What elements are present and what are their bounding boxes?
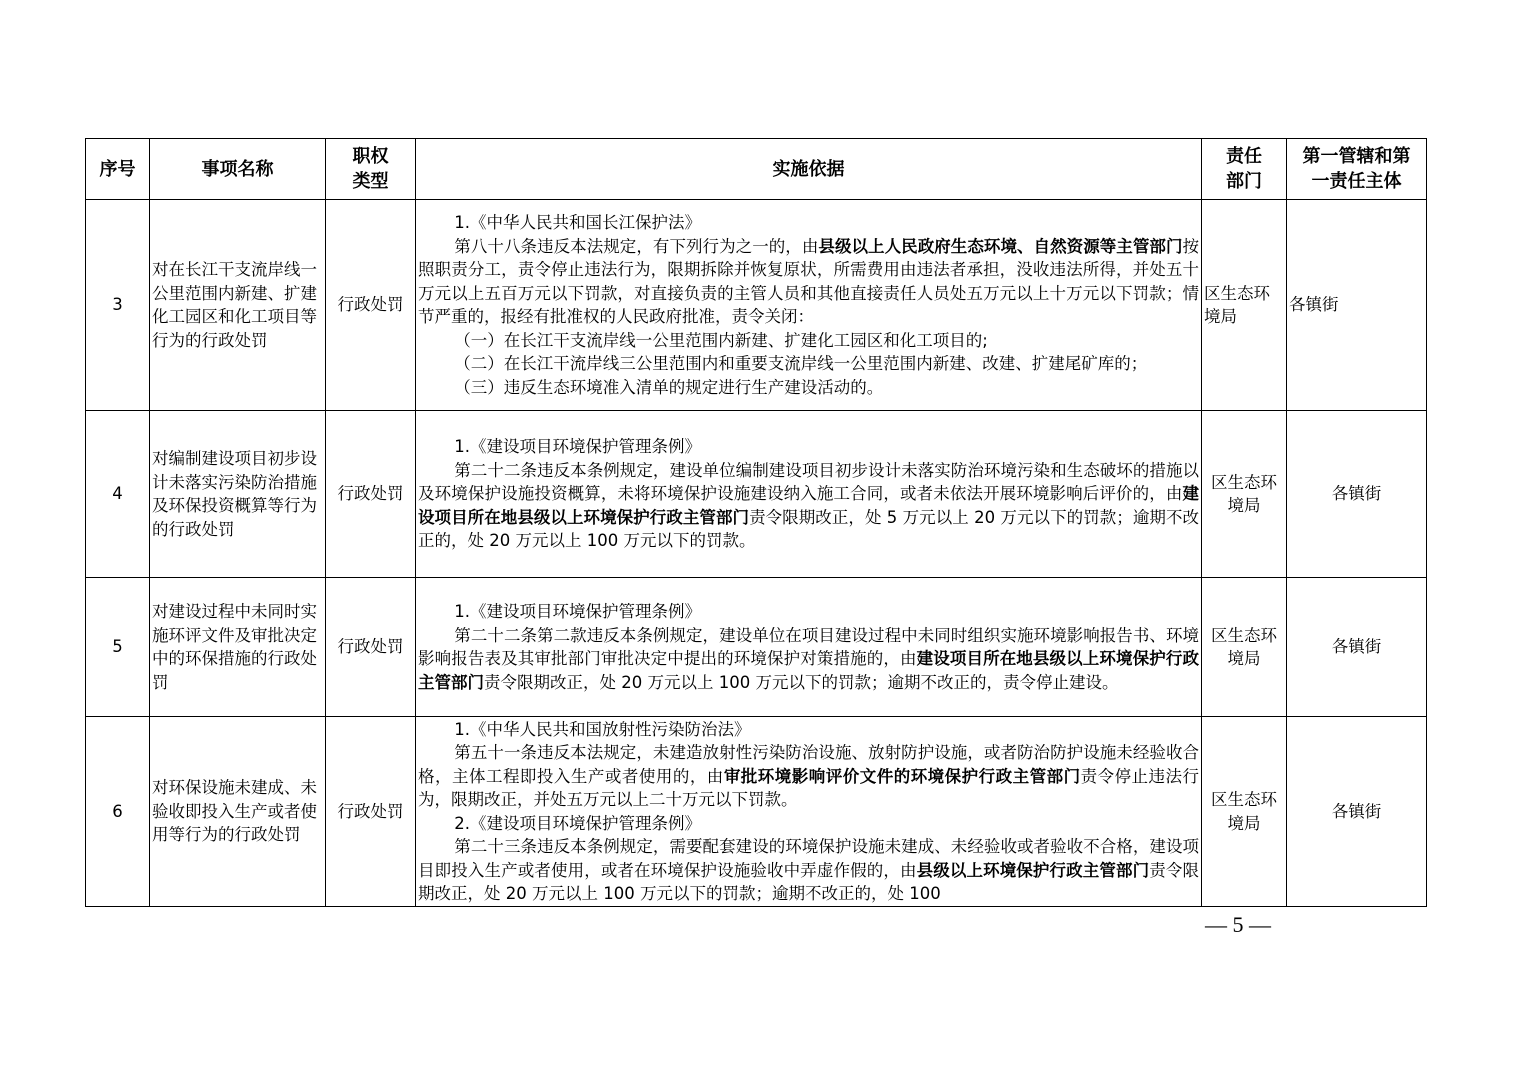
header-subject: 第一管辖和第一责任主体 — [1287, 139, 1427, 200]
legal-basis-paragraph — [418, 624, 1199, 695]
legal-basis-text: 第二十三条违反本条例规定，需要配套建设的环境保护设施未建成、未经验收或者验收不合格，建设项目即投入生产或者使用，或者在环境保护设施验收中弄虚作假的，由 — [418, 837, 1199, 880]
header-name: 事项名称 — [150, 139, 326, 200]
legal-basis-text: 第五十一条违反本法规定，未建造放射性污染防治设施、放射防护设施，或者防治防护设施未经验收合格，主体工程即投入生产或者使用的，由 — [418, 743, 1199, 786]
responsible-dept-cell: 区生态环境局 — [1202, 578, 1287, 717]
legal-basis-text: 第二十二条第二款违反本条例规定，建设单位在项目建设过程中未同时组织实施环境影响报告书、环境影响报告表及其审批部门审批决定中提出的环境保护对策措施的，由 — [418, 625, 1199, 668]
item-name-cell: 对环保设施未建成、未验收即投入生产或者使用等行为的行政处罚 — [150, 717, 326, 907]
legal-basis-text: 第二十二条违反本条例规定，建设单位编制建设项目初步设计未落实防治环境污染和生态破坏的措施以及环境保护设施投资概算，未将环境保护设施建设纳入施工合同，或者未依法开展环境影响后评价的，由 — [418, 460, 1199, 504]
legal-basis-text: 第八十八条违反本法规定，有下列行为之一的，由 — [454, 236, 819, 256]
legal-basis-text: （一）在长江干支流岸线一公里范围内新建、扩建化工园区和化工项目的; — [454, 330, 988, 350]
authority-table — [85, 138, 1427, 907]
legal-basis-text: 责令限期改正，处 20 万元以上 100 万元以下的罚款；逾期不改正的，责令停止建设。 — [484, 672, 1119, 692]
table-row — [86, 411, 1427, 578]
table-row — [86, 200, 1427, 411]
first-responsible-subject-cell: 各镇街 — [1287, 578, 1427, 717]
responsible-dept-cell: 区生态环境局 — [1202, 411, 1287, 578]
legal-basis-paragraph — [418, 600, 1199, 624]
responsible-dept-cell: 区生态环境局 — [1202, 200, 1287, 411]
legal-basis-cell — [416, 578, 1202, 717]
legal-basis-paragraph — [418, 435, 1199, 459]
legal-basis-bold-text: 县级以上环境保护行政主管部门 — [916, 860, 1150, 880]
legal-basis-text: 2.《建设项目环境保护管理条例》 — [454, 813, 702, 833]
legal-basis-text: （三）违反生态环境准入清单的规定进行生产建设活动的。 — [454, 377, 884, 397]
legal-basis-text: （二）在长江干流岸线三公里范围内和重要支流岸线一公里范围内新建、改建、扩建尾矿库的； — [454, 354, 1148, 373]
legal-basis-text: 1.《中华人民共和国长江保护法》 — [454, 213, 702, 232]
legal-basis-cell — [416, 200, 1202, 411]
header-type: 职权类型 — [326, 139, 416, 200]
legal-basis-paragraph — [418, 376, 1199, 400]
legal-basis-text: 责令限期改正，处 20 万元以上 100 万元以下的罚款；逾期不改正的，处 100 — [418, 860, 1200, 903]
table-row — [86, 578, 1427, 717]
legal-basis-cell — [416, 717, 1202, 907]
item-name-cell: 对建设过程中未同时实施环评文件及审批决定中的环保措施的行政处罚 — [150, 578, 326, 717]
authority-type-cell: 行政处罚 — [326, 717, 416, 907]
legal-basis-bold-text: 审批环境影响评价文件的环境保护行政主管部门 — [723, 766, 1081, 786]
legal-basis-text: 责令停止违法行为，限期改正，并处五万元以上二十万元以下罚款。 — [418, 766, 1200, 809]
legal-basis-paragraph — [418, 812, 1199, 836]
legal-basis-text: 1.《建设项目环境保护管理条例》 — [454, 437, 702, 457]
table-header-row — [86, 139, 1427, 200]
row-number-cell: 4 — [86, 411, 150, 578]
header-dept: 责任部门 — [1202, 139, 1287, 200]
row-number-cell: 6 — [86, 717, 150, 907]
responsible-dept-cell: 区生态环境局 — [1202, 717, 1287, 907]
first-responsible-subject-cell: 各镇街 — [1287, 717, 1427, 907]
legal-basis-paragraph — [418, 835, 1199, 906]
item-name-cell: 对在长江干支流岸线一公里范围内新建、扩建化工园区和化工项目等行为的行政处罚 — [150, 200, 326, 411]
legal-basis-text: 1.《中华人民共和国放射性污染防治法》 — [454, 719, 751, 739]
legal-basis-cell — [416, 411, 1202, 578]
first-responsible-subject-cell: 各镇街 — [1287, 200, 1427, 411]
row-number-cell: 5 — [86, 578, 150, 717]
first-responsible-subject-cell: 各镇街 — [1287, 411, 1427, 578]
legal-basis-paragraph — [418, 329, 1199, 353]
legal-basis-text: 责令限期改正，处 5 万元以上 20 万元以下的罚款；逾期不改正的，处 20 万元以上 100 万元以下的罚款。 — [418, 507, 1199, 551]
row-number-cell: 3 — [86, 200, 150, 411]
authority-type-cell: 行政处罚 — [326, 200, 416, 411]
legal-basis-bold-text: 建设项目所在地县级以上环境保护行政主管部门 — [418, 484, 1199, 527]
table-body — [86, 200, 1427, 907]
legal-basis-paragraph — [418, 352, 1199, 376]
header-no: 序号 — [86, 139, 150, 200]
legal-basis-text: 按照职责分工，责令停止违法行为，限期拆除并恢复原状，所需费用由违法者承担，没收违法所得，并处五十万元以上五百万元以下罚款，对直接负责的主管人员和其他直接责任人员处五万元以上十万元以下罚款；情节严重的，报经有批准权的人民政府批准，责令关闭： — [418, 236, 1200, 326]
legal-basis-paragraph — [418, 211, 1199, 235]
header-basis: 实施依据 — [416, 139, 1202, 200]
authority-type-cell: 行政处罚 — [326, 578, 416, 717]
legal-basis-paragraph — [418, 741, 1199, 812]
table-row — [86, 717, 1427, 907]
legal-basis-paragraph — [418, 235, 1199, 329]
legal-basis-bold-text: 县级以上人民政府生态环境、自然资源等主管部门 — [818, 236, 1183, 256]
page-number: — 5 — — [1205, 912, 1271, 937]
item-name-cell: 对编制建设项目初步设计未落实污染防治措施及环保投资概算等行为的行政处罚 — [150, 411, 326, 578]
legal-basis-text: 1.《建设项目环境保护管理条例》 — [454, 602, 702, 621]
legal-basis-paragraph — [418, 718, 1199, 742]
authority-type-cell: 行政处罚 — [326, 411, 416, 578]
legal-basis-bold-text: 建设项目所在地县级以上环境保护行政主管部门 — [418, 649, 1200, 692]
legal-basis-paragraph — [418, 459, 1199, 553]
